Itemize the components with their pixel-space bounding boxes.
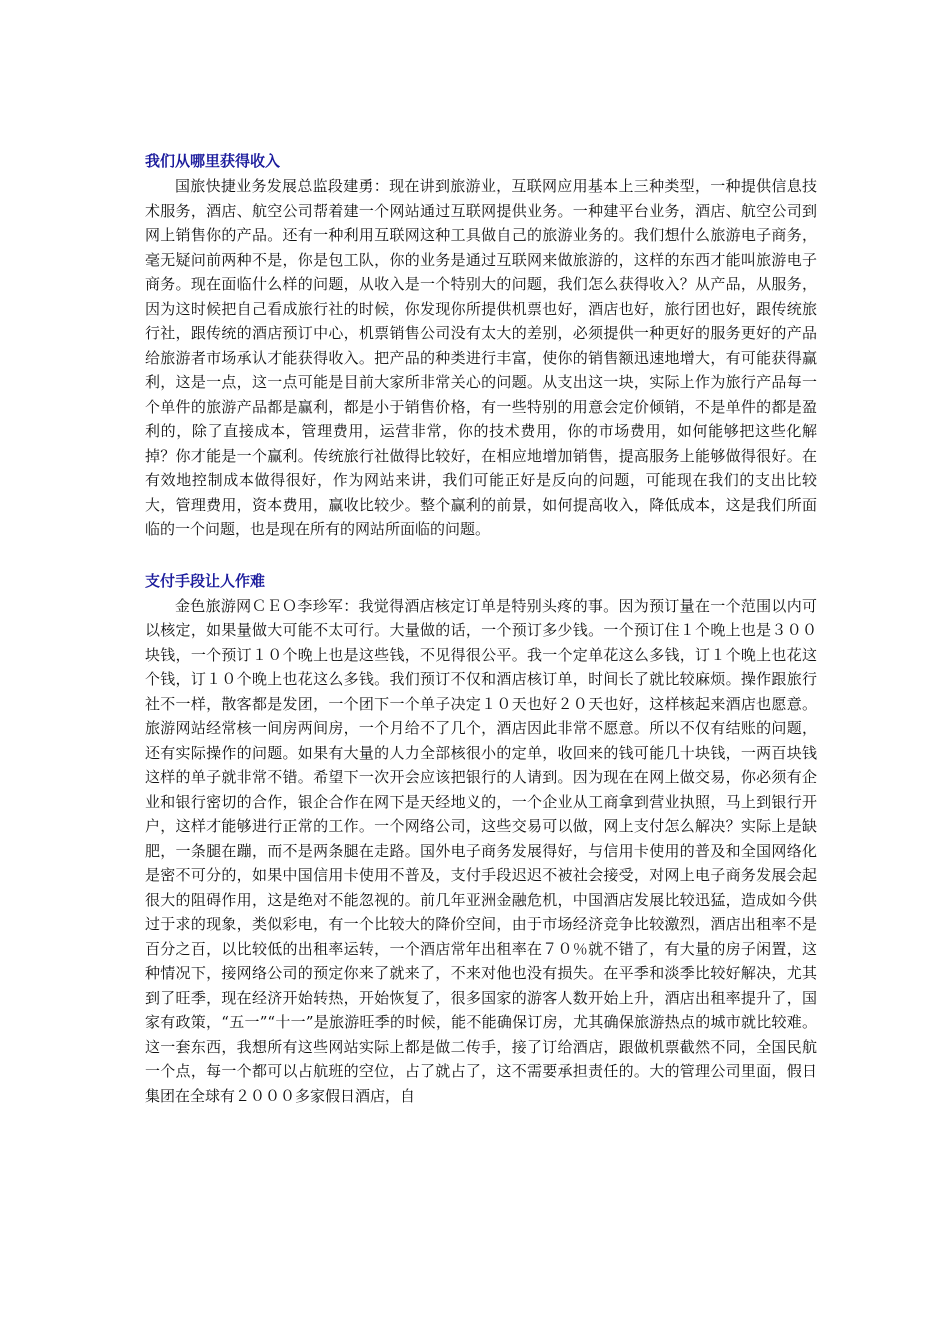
section-income [145,150,817,542]
section-heading: 支付手段让人作难 [145,571,266,590]
section-heading: 我们从哪里获得收入 [145,152,281,170]
section-payment [145,570,817,1109]
section-body: 金色旅游网ＣＥＯ李珍军：我觉得酒店核定订单是特别头疼的事。因为预订量在一个范围以内可以核定，如果量做大可能不太可行。大量做的话，一个预订多少钱。一个预订住１个晚上也是３００块钱，一个预订１０个晚上也是这些钱，不见得很公平。我一个定单花这么多钱，订１个晚上也花这个钱，订１０个晚上也花这么多钱。我们预订不仅和酒店核订单，时间长了就比较麻烦。操作跟旅行社不一样，散客都是发团，一个团下一个单子决定１０天也好２０天也好，这样核起来酒店也愿意。旅游网站经常核一间房两间房，一个月给不了几个，酒店因此非常不愿意。所以不仅有结账的问题，还有实际操作的问题。如果有大量的人力全部核很小的定单，收回来的钱可能几十块钱，一两百块钱这样的单子就非常不错。希望下一次开会应该把银行的人请到。因为现在在网上做交易，你必须有企业和银行密切的合作，银企合作在网下是天经地义的，一个企业从工商拿到营业执照，马上到银行开户，这样才能够进行正常的工作。一个网络公司，这些交易可以做，网上支付怎么解决？实际上是缺肥，一条腿在蹦，而不是两条腿在走路。国外电子商务发展得好，与信用卡使用的普及和全国网络化是密不可分的，如果中国信用卡使用不普及，支付手段迟迟不被社会接受，对网上电子商务发展会起很大的阻碍作用，这是绝对不能忽视的。前几年亚洲金融危机，中国酒店发展比较迅猛，造成如今供过于求的现象，类似彩电，有一个比较大的降价空间，由于市场经济竞争比较激烈，酒店出租率不是百分之百，以比较低的出租率运转，一个酒店常年出租率在７０％就不错了，有大量的房子闲置，这种情况下，接网络公司的预定你来了就来了，不来对他也没有损失。在平季和淡季比较好解决，尤其到了旺季，现在经济开始转热，开始恢复了，很多国家的游客人数开始上升，酒店出租率提升了，国家有政策，“五一”“十一”是旅游旺季的时候，能不能确保订房，尤其确保旅游热点的城市就比较难。这一套东西，我想所有这些网站实际上都是做二传手，接了订给酒店，跟做机票截然不同，全国民航一个点，每一个都可以占航班的空位，占了就占了，这不需要承担责任的。大的管理公司里面，假日集团在全球有２０００多家假日酒店，自 [145,596,817,1105]
section-body: 国旅快捷业务发展总监段建勇：现在讲到旅游业，互联网应用基本上三种类型，一种提供信息技术服务，酒店、航空公司帮着建一个网站通过互联网提供业务。一种建平台业务，酒店、航空公司到网上销售你的产品。还有一种利用互联网这种工具做自己的旅游业务的。我们想什么旅游电子商务，毫无疑问前两种不是，你是包工队，你的业务是通过互联网来做旅游的，这样的东西才能叫旅游电子商务。现在面临什么样的问题，从收入是一个特别大的问题，我们怎么获得收入？从产品，从服务，因为这时候把自己看成旅行社的时候，你发现你所提供机票也好，酒店也好，旅行团也好，跟传统旅行社，跟传统的酒店预订中心，机票销售公司没有太大的差别，必须提供一种更好的服务更好的产品给旅游者市场承认才能获得收入。把产品的种类进行丰富，使你的销售额迅速地增大，有可能获得赢利，这是一点，这一点可能是目前大家所非常关心的问题。从支出这一块，实际上作为旅行产品每一个单件的旅游产品都是赢利，都是小于销售价格，有一些特别的用意会定价倾销，不是单件的都是盈利的，除了直接成本，管理费用，运营非常，你的技术费用，你的市场费用，如何能够把这些化解掉？你才能是一个赢利。传统旅行社做得比较好，在相应地增加销售，提高服务上能够做得很好。在有效地控制成本做得很好，作为网站来讲，我们可能正好是反向的问题，可能现在我们的支出比较大，管理费用，资本费用，赢收比较少。整个赢利的前景，如何提高收入，降低成本，这是我们所面临的一个问题，也是现在所有的网站所面临的问题。 [145,177,817,538]
section-divider [145,542,817,570]
document-page [145,150,817,1108]
